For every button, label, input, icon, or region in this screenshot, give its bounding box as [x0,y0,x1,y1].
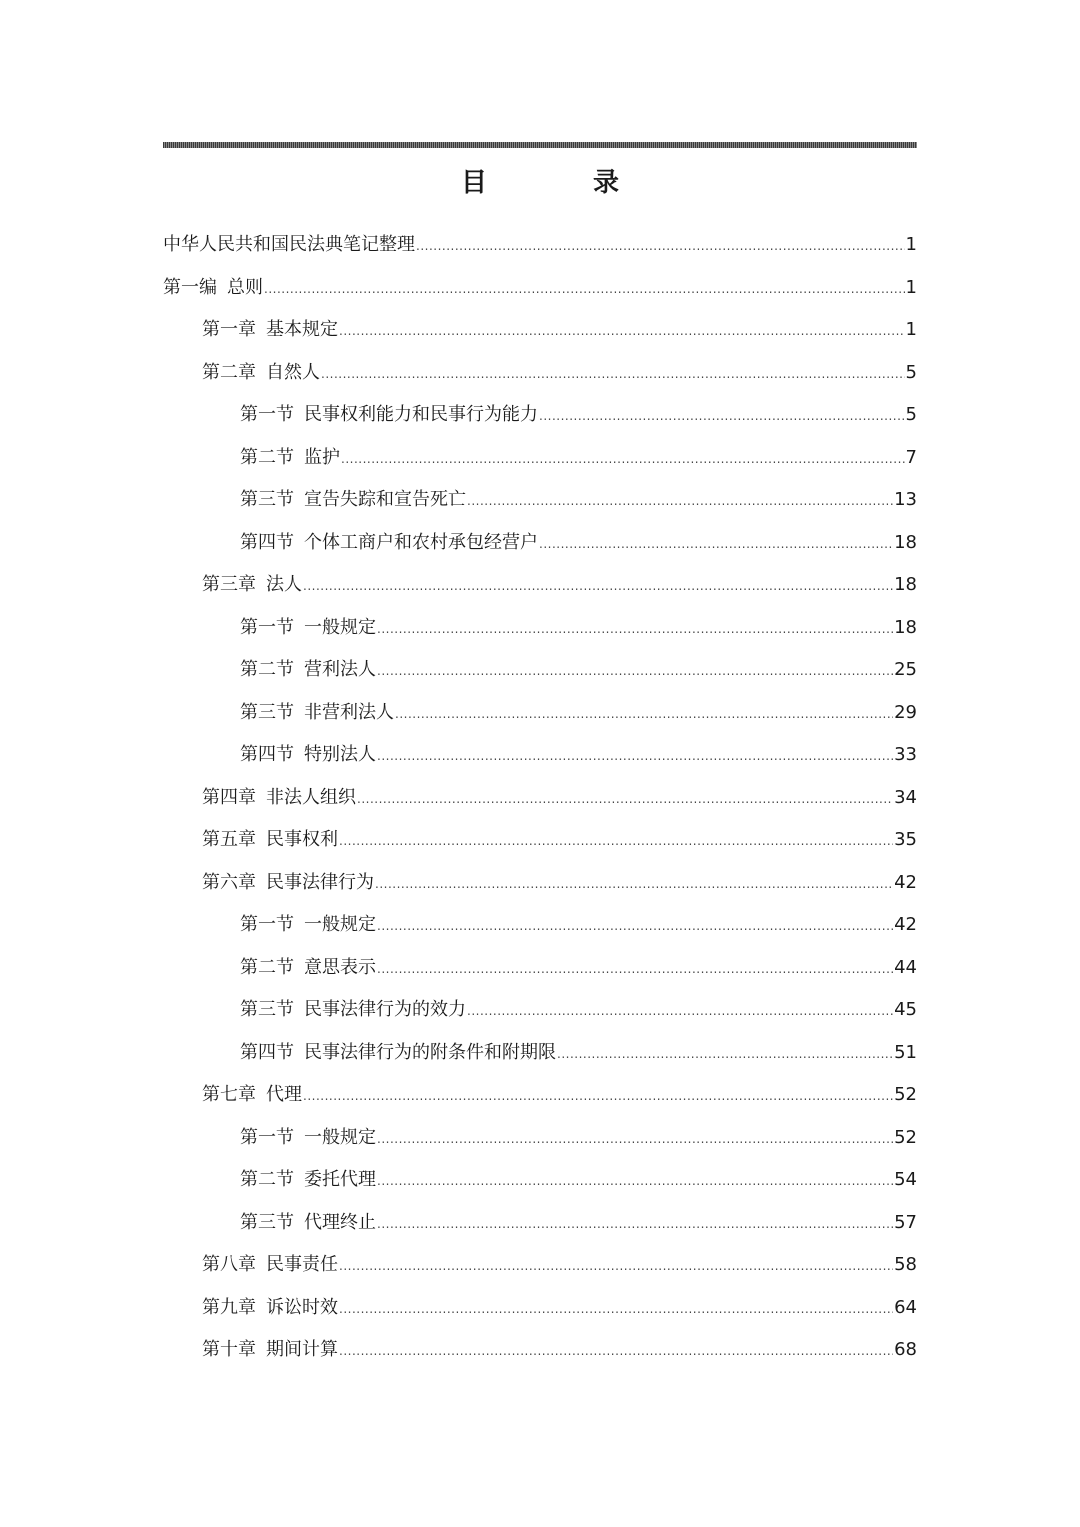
toc-entry-label [202,1329,338,1372]
toc-dot-leader [467,480,893,523]
toc-page-number: 68 [894,1339,917,1360]
toc-page-number: 57 [894,1211,917,1233]
toc-page-number: 5 [905,404,917,425]
toc-entry[interactable] [163,1329,917,1372]
toc-page-number: 34 [894,786,917,808]
toc-entry-label [202,862,374,905]
toc-page-number: 29 [894,701,917,723]
toc-entry-number: 第九章 [202,1296,256,1318]
toc-entry-title: 一般规定 [304,1126,376,1148]
toc-entry[interactable] [163,692,917,735]
toc-page-number: 7 [905,446,917,468]
toc-entry[interactable] [163,1159,917,1202]
toc-entry-label [240,479,466,522]
toc-dot-leader [303,565,893,608]
toc-entry-number: 第二节 [240,446,294,468]
toc-page-number: 45 [894,999,917,1020]
toc-dot-leader [339,1330,893,1373]
toc-entry-title: 民事权利能力和民事行为能力 [304,404,538,425]
toc-entry-number: 第四节 [240,1041,294,1063]
toc-entry-number: 第一章 [202,319,256,340]
toc-entry[interactable] [163,1244,917,1287]
toc-entry-title: 民事法律行为 [266,871,374,893]
toc-entry-title: 法人 [266,574,302,595]
toc-page-number: 25 [894,659,917,680]
toc-entry-label [240,1117,376,1160]
toc-entry-title: 特别法人 [304,744,376,765]
toc-entry-label [240,989,466,1032]
table-of-contents [163,224,917,1372]
toc-entry[interactable] [163,607,917,650]
toc-dot-leader [377,948,893,991]
toc-entry-number: 第六章 [202,871,256,893]
toc-entry-number: 第三节 [240,701,294,723]
toc-dot-leader [539,523,893,566]
toc-entry[interactable] [163,989,917,1032]
toc-entry-label [240,904,376,947]
toc-dot-leader [375,863,893,906]
toc-entry[interactable] [163,734,917,777]
toc-entry-title: 民事法律行为的附条件和附期限 [304,1041,556,1063]
toc-entry[interactable] [163,1074,917,1117]
toc-page-number: 42 [894,871,917,893]
toc-entry-title: 营利法人 [304,659,376,680]
toc-page-number: 1 [905,276,917,298]
toc-dot-leader [557,1033,893,1076]
toc-entry-label [240,394,538,437]
toc-dot-leader [467,990,893,1033]
toc-entry-label [202,1244,338,1287]
toc-entry-number: 第二节 [240,1169,294,1190]
toc-page-number: 58 [894,1254,917,1275]
toc-entry[interactable] [163,309,917,352]
toc-dot-leader [416,225,905,268]
toc-entry-number: 第三节 [240,999,294,1020]
toc-entry-number: 第四章 [202,786,256,808]
toc-entry-title: 非法人组织 [266,786,356,808]
toc-dot-leader [341,438,905,481]
toc-entry-title: 基本规定 [266,319,338,340]
toc-entry[interactable] [163,437,917,480]
toc-entry-title: 监护 [304,446,340,468]
toc-entry-title: 个体工商户和农村承包经营户 [304,531,538,553]
toc-entry-label [240,649,376,692]
toc-entry-label [163,224,415,267]
toc-entry[interactable] [163,522,917,565]
toc-dot-leader [377,1118,893,1161]
toc-dot-leader [377,905,893,948]
toc-entry-title: 委托代理 [304,1169,376,1190]
toc-entry-number: 第一节 [240,404,294,425]
toc-page-number: 64 [894,1296,917,1318]
toc-entry[interactable] [163,947,917,990]
toc-dot-leader [377,1160,893,1203]
toc-page-number: 18 [894,531,917,553]
toc-entry-title: 自然人 [266,361,320,383]
toc-entry-label [202,1287,338,1330]
toc-entry[interactable] [163,224,917,267]
toc-page-number: 1 [905,319,917,340]
toc-entry-title: 代理 [266,1084,302,1105]
toc-entry-title: 诉讼时效 [266,1296,338,1318]
toc-entry-number: 第七章 [202,1084,256,1105]
toc-page-number: 18 [894,574,917,595]
toc-entry-number: 第四节 [240,531,294,553]
toc-entry-number: 第二节 [240,956,294,978]
toc-dot-leader [377,608,893,651]
toc-dot-leader [339,1288,893,1331]
toc-entry-label [240,1202,376,1245]
toc-entry[interactable] [163,777,917,820]
toc-entry-number: 第二章 [202,361,256,383]
toc-entry-label [202,352,320,395]
toc-entry-label [240,947,376,990]
toc-entry-number: 第八章 [202,1254,256,1275]
toc-entry-label [202,1074,302,1117]
toc-entry-number: 第五章 [202,829,256,850]
toc-entry-title: 中华人民共和国民法典笔记整理 [163,234,415,255]
toc-entry[interactable] [163,1117,917,1160]
toc-entry-title: 民事责任 [266,1254,338,1275]
page-title: 目 录 [460,168,659,198]
toc-entry-label [240,437,340,480]
toc-entry-number: 第二节 [240,659,294,680]
toc-entry-number: 第一编 [163,276,217,298]
toc-entry-title: 期间计算 [266,1339,338,1360]
toc-entry[interactable] [163,904,917,947]
toc-entry-label [240,607,376,650]
toc-entry-number: 第十章 [202,1339,256,1360]
toc-entry-label [202,819,338,862]
toc-entry-number: 第三节 [240,489,294,510]
toc-entry[interactable] [163,1287,917,1330]
toc-entry-label [240,1159,376,1202]
toc-entry[interactable] [163,862,917,905]
toc-dot-leader [539,395,905,438]
toc-entry[interactable] [163,564,917,607]
toc-page-number: 18 [894,616,917,638]
toc-entry-title: 民事法律行为的效力 [304,999,466,1020]
toc-entry-title: 一般规定 [304,914,376,935]
toc-entry[interactable] [163,1032,917,1075]
toc-dot-leader [321,353,905,396]
toc-entry[interactable] [163,267,917,310]
toc-entry-title: 总则 [227,276,263,298]
toc-page-number: 54 [894,1169,917,1190]
toc-dot-leader [303,1075,893,1118]
toc-entry-title: 代理终止 [304,1211,376,1233]
toc-dot-leader [339,1245,893,1288]
toc-entry-label [202,564,302,607]
toc-entry-number: 第一节 [240,914,294,935]
toc-entry[interactable] [163,394,917,437]
toc-entry[interactable] [163,479,917,522]
toc-entry-title: 一般规定 [304,616,376,638]
toc-entry[interactable] [163,649,917,692]
toc-entry-label [202,309,338,352]
toc-entry-label [163,267,263,310]
toc-entry-label [202,777,356,820]
toc-entry-number: 第四节 [240,744,294,765]
toc-entry-label [240,1032,556,1075]
toc-entry-label [240,522,538,565]
toc-entry[interactable] [163,1202,917,1245]
toc-page-number: 5 [905,361,917,383]
toc-entry-number: 第一节 [240,616,294,638]
toc-entry-title: 民事权利 [266,829,338,850]
toc-entry-number: 第三章 [202,574,256,595]
toc-dot-leader [339,820,893,863]
toc-page-number: 44 [894,956,917,978]
toc-entry-label [240,692,394,735]
toc-entry-label [240,734,376,777]
toc-page-number: 42 [894,914,917,935]
toc-page-number: 33 [894,744,917,765]
toc-entry-number: 第一节 [240,1126,294,1148]
toc-entry[interactable] [163,352,917,395]
toc-entry[interactable] [163,819,917,862]
toc-dot-leader [264,268,905,311]
toc-page-number: 35 [894,829,917,850]
toc-entry-number: 第三节 [240,1211,294,1233]
toc-dot-leader [339,310,905,353]
toc-page-number: 52 [894,1084,917,1105]
toc-dot-leader [377,650,893,693]
header-rule [163,142,917,148]
toc-page-number: 13 [894,489,917,510]
toc-entry-title: 非营利法人 [304,701,394,723]
toc-dot-leader [377,735,893,778]
toc-dot-leader [357,778,893,821]
toc-page-number: 52 [894,1126,917,1148]
toc-entry-title: 宣告失踪和宣告死亡 [304,489,466,510]
toc-dot-leader [395,693,893,736]
toc-page-number: 51 [894,1041,917,1063]
toc-dot-leader [377,1203,893,1246]
toc-page-number: 1 [905,234,917,255]
toc-entry-title: 意思表示 [304,956,376,978]
